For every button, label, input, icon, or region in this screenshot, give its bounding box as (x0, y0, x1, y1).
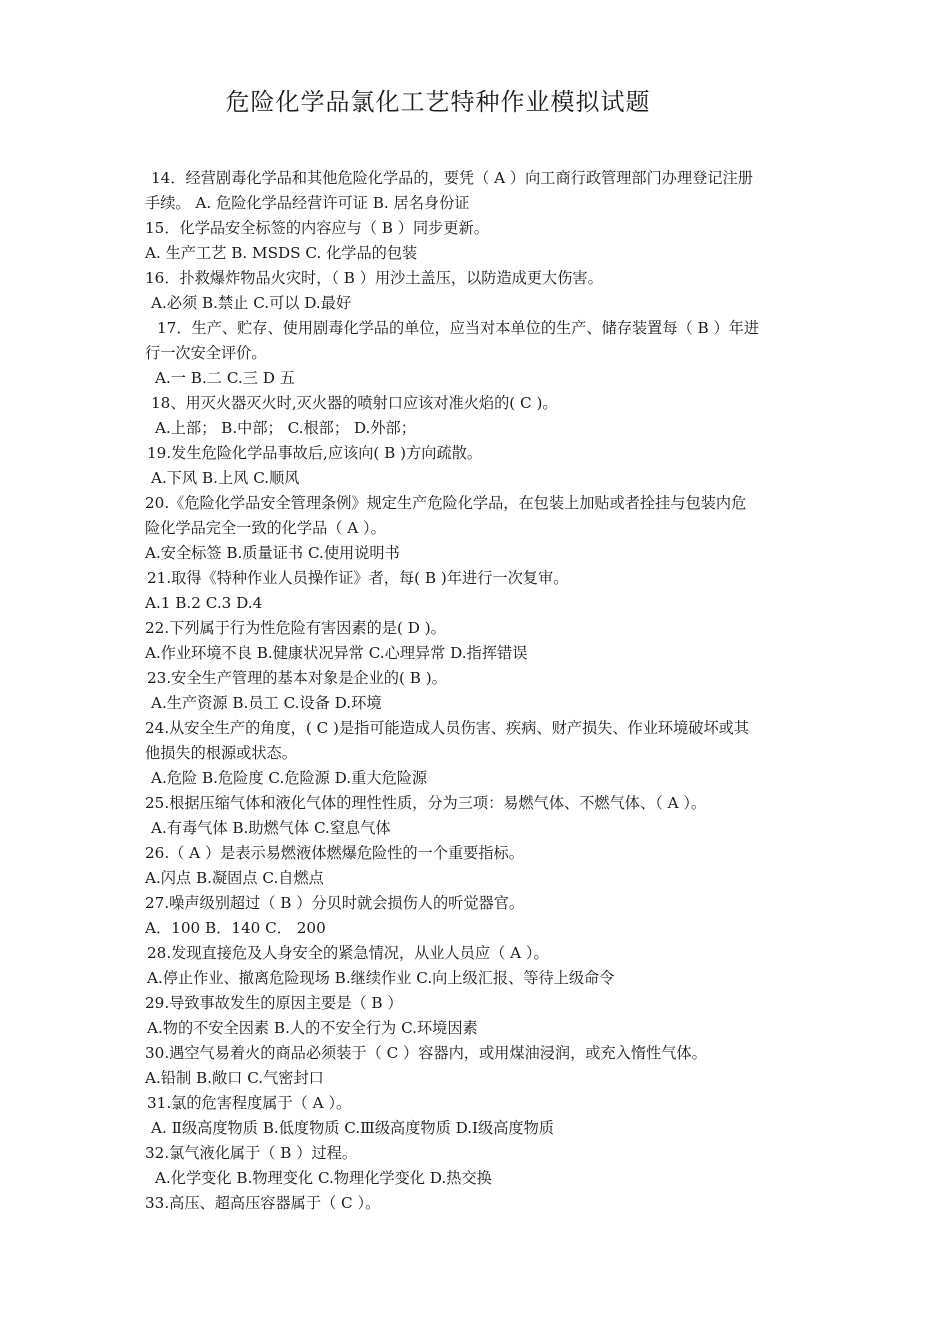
text-line: 18、用灭火器灭火时,灭火器的喷射口应该对准火焰的( C )。 (151, 394, 558, 412)
text-line: A.1 B.2 C.3 D.4 (145, 594, 263, 612)
document-title: 危险化学品氯化工艺特种作业模拟试题 (225, 88, 651, 116)
text-line: 险化学品完全一致的化学品（ A ）。 (145, 519, 386, 537)
text-line: 29.导致事故发生的原因主要是（ B ） (145, 994, 403, 1012)
text-line: 21.取得《特种作业人员操作证》者，每( B )年进行一次复审。 (147, 569, 569, 587)
text-line: 19.发生危险化学品事故后,应该向( B )方向疏散。 (147, 444, 483, 462)
text-line: A.铅制 B.敞口 C.气密封口 (145, 1069, 324, 1087)
text-line: A.物的不安全因素 B.人的不安全行为 C.环境因素 (147, 1019, 478, 1037)
text-line: 33.高压、超高压容器属于（ C ）。 (145, 1194, 381, 1212)
text-line: A. 生产工艺 B. MSDS C. 化学品的包装 (145, 244, 418, 262)
text-line: A.安全标签 B.质量证书 C.使用说明书 (145, 544, 400, 562)
text-line: 25.根据压缩气体和液化气体的理性性质，分为三项：易燃气体、不燃气体、（ A ）。 (145, 794, 707, 812)
text-line: 行一次安全评价。 (145, 344, 267, 362)
text-line: 32.氯气液化属于（ B ）过程。 (145, 1144, 358, 1162)
text-line: A.生产资源 B.员工 C.设备 D.环境 (151, 694, 382, 712)
text-line: A．100 B．140 C． 200 (145, 919, 326, 937)
text-line: 23.安全生产管理的基本对象是企业的( B )。 (147, 669, 447, 687)
text-line: 手续。 A. 危险化学品经营许可证 B. 居名身份证 (145, 194, 470, 212)
text-line: A.一 B.二 C.三 D 五 (155, 369, 295, 387)
text-line: 16．扑救爆炸物品火灾时，（ B ）用沙土盖压，以防造成更大伤害。 (145, 269, 603, 287)
question-list (145, 166, 815, 1216)
text-line: A.下风 B.上风 C.顺风 (151, 469, 300, 487)
text-line: A.化学变化 B.物理变化 C.物理化学变化 D.热交换 (155, 1169, 492, 1187)
text-line: 15．化学品安全标签的内容应与（ B ）同步更新。 (145, 219, 489, 237)
text-line: A.有毒气体 B.助燃气体 C.窒息气体 (151, 819, 391, 837)
text-line: A.危险 B.危险度 C.危险源 D.重大危险源 (151, 769, 428, 787)
text-line: A.停止作业、撤离危险现场 B.继续作业 C.向上级汇报、等待上级命令 (147, 969, 615, 987)
text-line: A.闪点 B.凝固点 C.自燃点 (145, 869, 324, 887)
text-line: A.作业环境不良 B.健康状况异常 C.心理异常 D.指挥错误 (145, 644, 528, 662)
text-line: 20.《危险化学品安全管理条例》规定生产危险化学品，在包装上加贴或者拴挂与包装内危 (145, 494, 747, 512)
text-line: 他损失的根源或状态。 (145, 744, 297, 762)
text-line: 22.下列属于行为性危险有害因素的是( D )。 (145, 619, 446, 637)
text-line: 27.噪声级别超过（ B ）分贝时就会损伤人的听觉器官。 (145, 894, 525, 912)
text-line: 30.遇空气易着火的商品必须装于（ C ）容器内，或用煤油浸润，或充入惰性气体。 (145, 1044, 707, 1062)
text-line: A.上部； B.中部； C.根部； D.外部； (155, 419, 416, 437)
text-line: 26.（ A ）是表示易燃液体燃爆危险性的一个重要指标。 (145, 844, 524, 862)
text-line: 28.发现直接危及人身安全的紧急情况，从业人员应（ A ）。 (147, 944, 549, 962)
text-line: A.必须 B.禁止 C.可以 D.最好 (151, 294, 352, 312)
text-line: A. Ⅱ级高度物质 B.低度物质 C.Ⅲ级高度物质 D.Ⅰ级高度物质 (151, 1119, 554, 1137)
text-line: 17．生产、贮存、使用剧毒化学品的单位，应当对本单位的生产、储存装置每（ B ）年进 (157, 319, 760, 337)
text-line: 24.从安全生产的角度，( C )是指可能造成人员伤害、疾病、财产损失、作业环境破坏或其 (145, 719, 750, 737)
text-line: 31.氯的危害程度属于（ A ）。 (147, 1094, 352, 1112)
text-line: 14．经营剧毒化学品和其他危险化学品的，要凭（ A ）向工商行政管理部门办理登记注册 (151, 169, 753, 187)
